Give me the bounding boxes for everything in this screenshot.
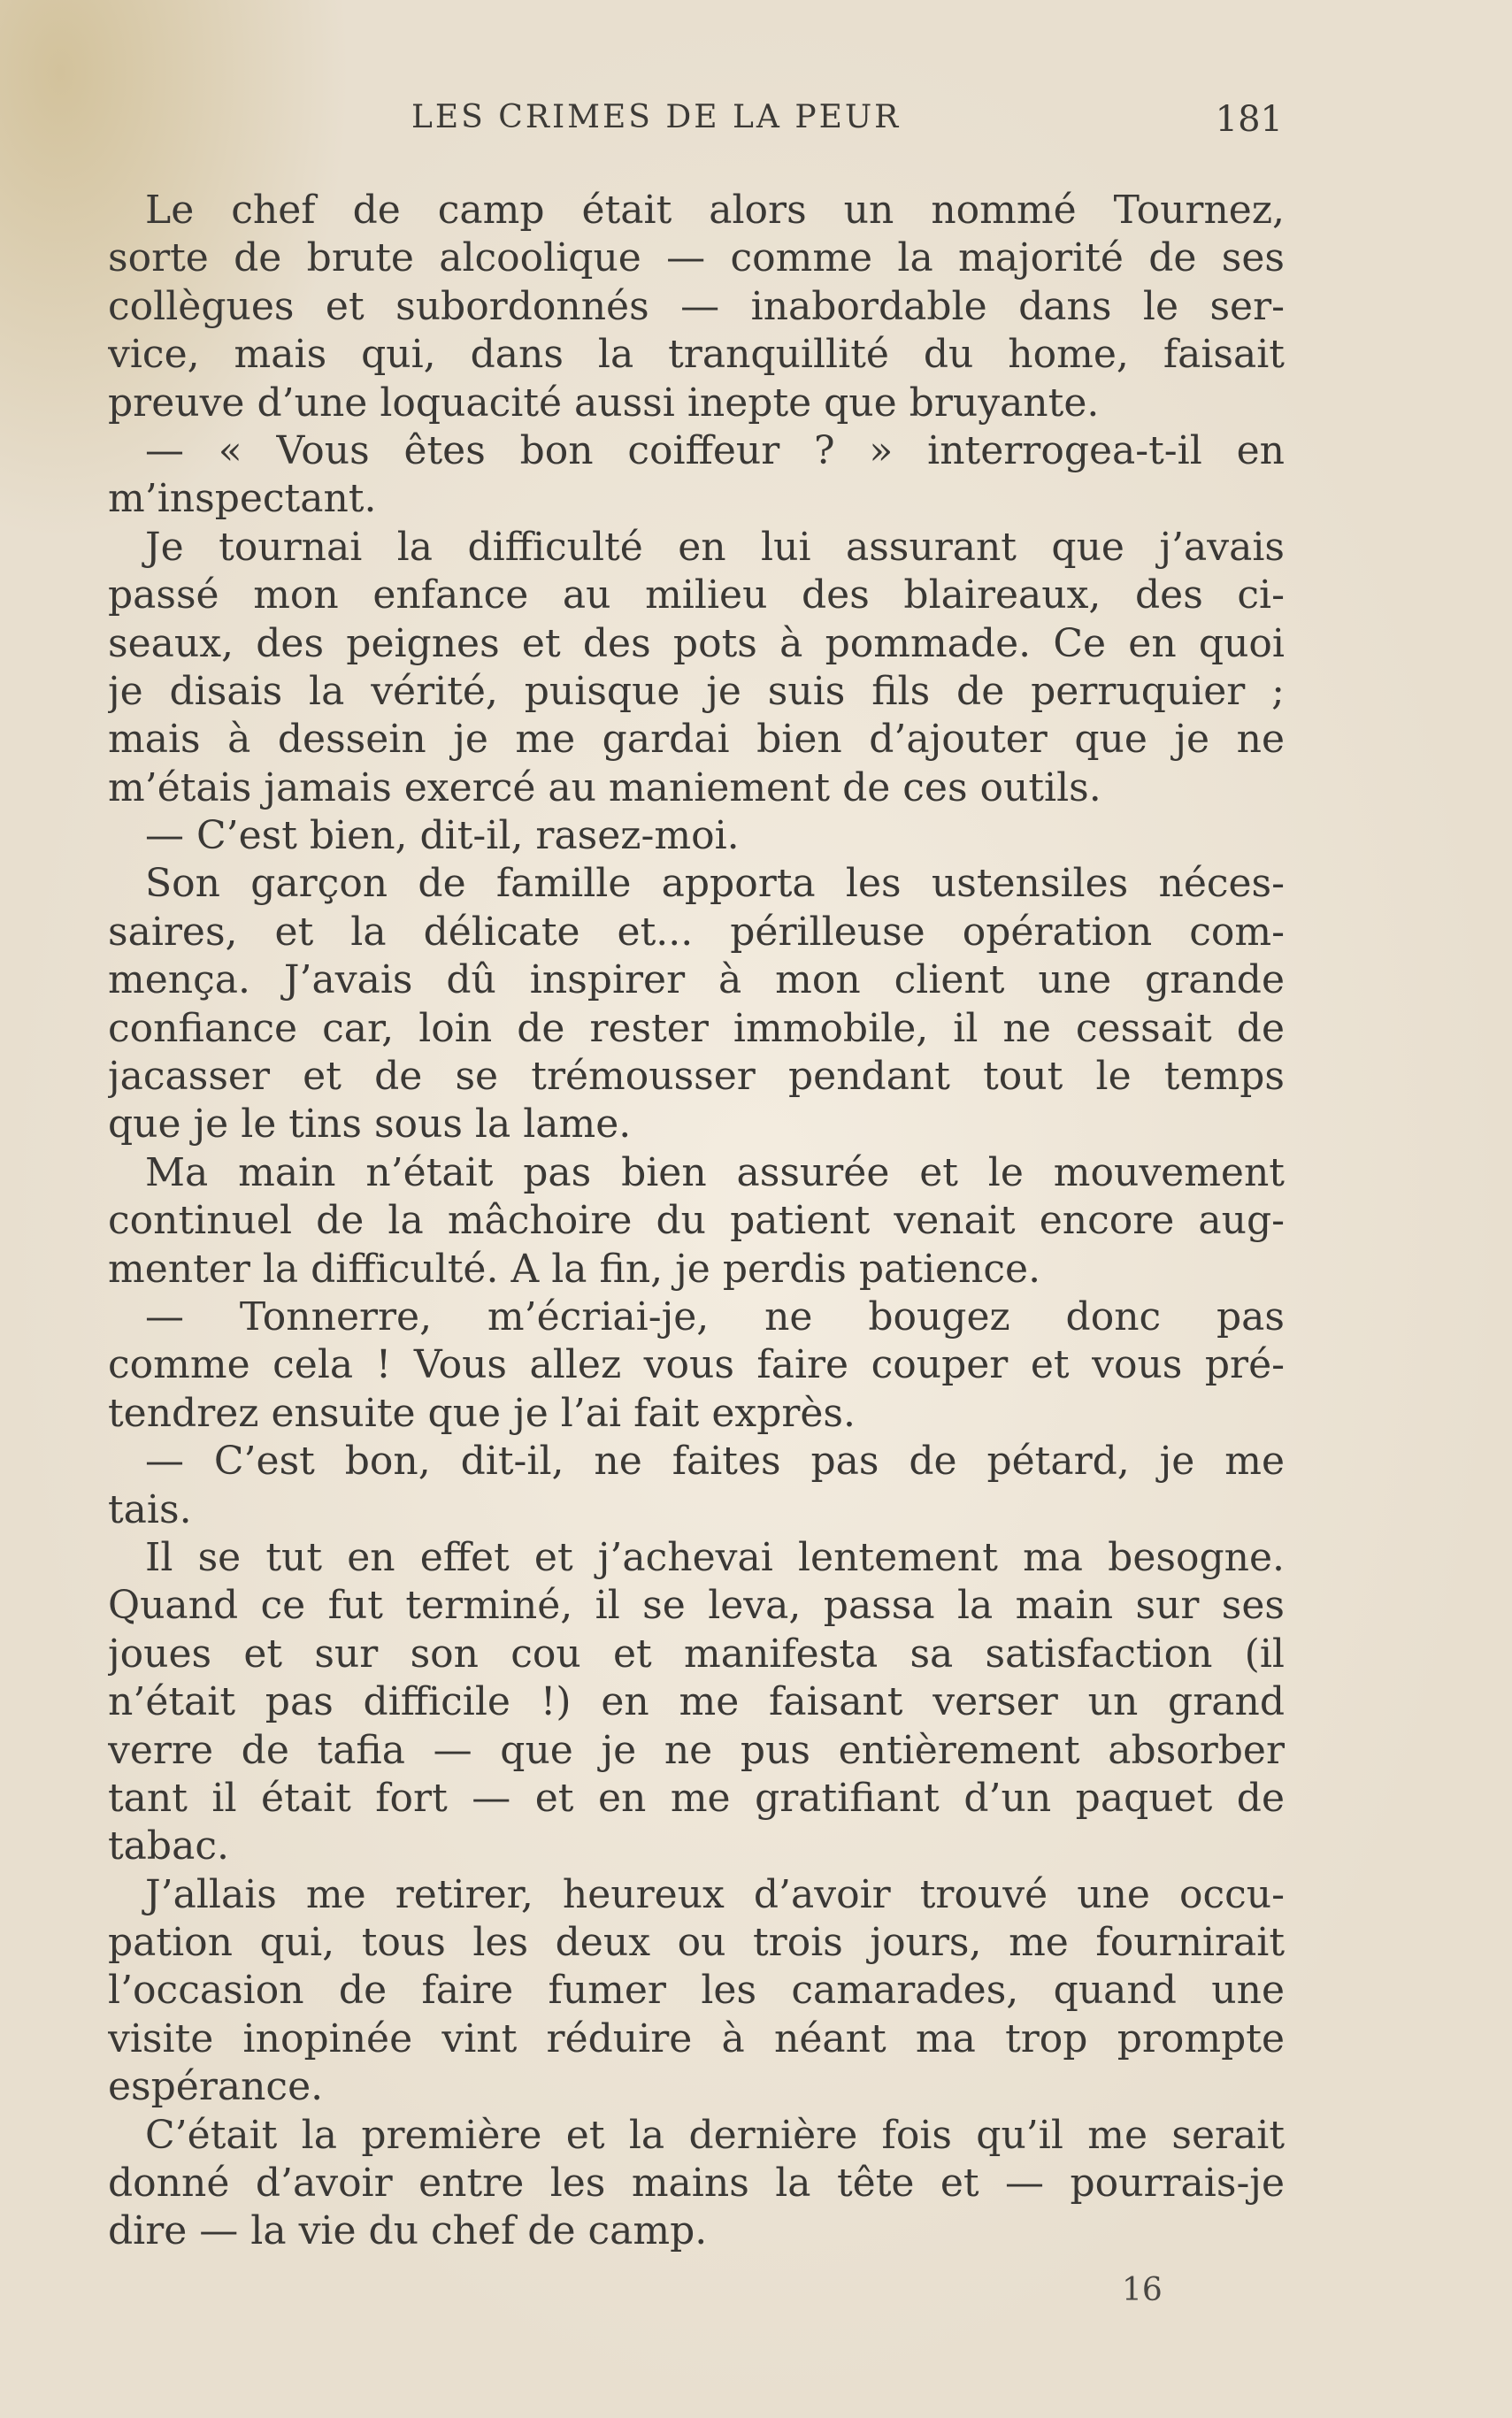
text-line: visite inopinée vint réduire à néant ma trop prompte bbox=[108, 2015, 1285, 2061]
text-line: C’était la première et la dernière fois qu’il me serait bbox=[145, 2112, 1285, 2158]
text-line: continuel de la mâchoire du patient venait encore aug- bbox=[108, 1198, 1285, 1244]
text-line: saires, et la délicate et... périlleuse opération com- bbox=[108, 909, 1285, 955]
text-line: joues et sur son cou et manifesta sa satisfaction (il bbox=[108, 1631, 1285, 1677]
running-head bbox=[111, 99, 1283, 152]
text-line: n’était pas difficile !) en me faisant verser un grand bbox=[108, 1679, 1285, 1725]
text-line: dire — la vie du chef de camp. bbox=[108, 2208, 708, 2254]
text-line: confiance car, loin de rester immobile, il ne cessait de bbox=[108, 1005, 1285, 1051]
text-line: passé mon enfance au milieu des blaireaux, des ci- bbox=[108, 572, 1285, 618]
text-line: tais. bbox=[108, 1486, 192, 1532]
running-title: LES CRIMES DE LA PEUR bbox=[411, 99, 902, 135]
text-line: Je tournai la difficulté en lui assurant que j’avais bbox=[145, 524, 1285, 570]
text-line: que je le tins sous la lame. bbox=[108, 1102, 632, 1148]
text-line: — C’est bien, dit-il, rasez-moi. bbox=[145, 813, 740, 859]
text-line: comme cela ! Vous allez vous faire couper et vous pré- bbox=[108, 1342, 1285, 1388]
text-line: sorte de brute alcoolique — comme la majorité de ses bbox=[108, 235, 1285, 281]
text-line: collègues et subordonnés — inabordable dans le ser- bbox=[108, 283, 1285, 329]
text-line: Le chef de camp était alors un nommé Tournez, bbox=[145, 188, 1285, 233]
signature-mark: 16 bbox=[1122, 2272, 1163, 2308]
text-line: — « Vous êtes bon coiffeur ? » interrogea-t-il en bbox=[145, 427, 1285, 473]
text-line: l’occasion de faire fumer les camarades, quand une bbox=[108, 1968, 1285, 2014]
text-line: Il se tut en effet et j’achevai lentement ma besogne. bbox=[145, 1534, 1285, 1580]
text-line: je disais la vérité, puisque je suis fils de perruquier ; bbox=[108, 668, 1285, 714]
text-line: pation qui, tous les deux ou trois jours, me fournirait bbox=[108, 1920, 1285, 1966]
text-line: mença. J’avais dû inspirer à mon client une grande bbox=[108, 957, 1285, 1003]
page-number: 181 bbox=[1215, 99, 1283, 140]
text-line: Ma main n’était pas bien assurée et le mouvement bbox=[145, 1149, 1285, 1195]
text-line: preuve d’une loquacité aussi inepte que bruyante. bbox=[108, 380, 1100, 426]
text-line: tendrez ensuite que je l’ai fait exprès. bbox=[108, 1390, 856, 1436]
text-line: tabac. bbox=[108, 1823, 229, 1869]
text-line: espérance. bbox=[108, 2064, 324, 2110]
text-line: m’inspectant. bbox=[108, 476, 377, 522]
text-line: seaux, des peignes et des pots à pommade. Ce en quoi bbox=[108, 620, 1285, 666]
text-line: donné d’avoir entre les mains la tête et — pourrais-je bbox=[108, 2161, 1285, 2207]
text-line: — C’est bon, dit-il, ne faites pas de pétard, je me bbox=[145, 1439, 1285, 1485]
body-text bbox=[108, 187, 1285, 2256]
text-line: — Tonnerre, m’écriai-je, ne bougez donc pas bbox=[145, 1293, 1285, 1339]
text-line: jacasser et de se trémousser pendant tout le temps bbox=[108, 1054, 1285, 1100]
text-line: Quand ce fut terminé, il se leva, passa la main sur ses bbox=[108, 1583, 1285, 1629]
text-line: m’étais jamais exercé au maniement de ces outils. bbox=[108, 764, 1101, 810]
text-line: verre de tafia — que je ne pus entièrement absorber bbox=[108, 1727, 1285, 1773]
text-line: J’allais me retirer, heureux d’avoir trouvé une occu- bbox=[145, 1871, 1285, 1917]
text-line: tant il était fort — et en me gratifiant d’un paquet de bbox=[108, 1775, 1285, 1821]
text-line: mais à dessein je me gardai bien d’ajouter que je ne bbox=[108, 717, 1285, 763]
text-line: Son garçon de famille apporta les ustensiles néces- bbox=[145, 861, 1285, 907]
text-line: menter la difficulté. A la fin, je perdis patience. bbox=[108, 1246, 1041, 1292]
text-line: vice, mais qui, dans la tranquillité du home, faisait bbox=[108, 332, 1285, 378]
